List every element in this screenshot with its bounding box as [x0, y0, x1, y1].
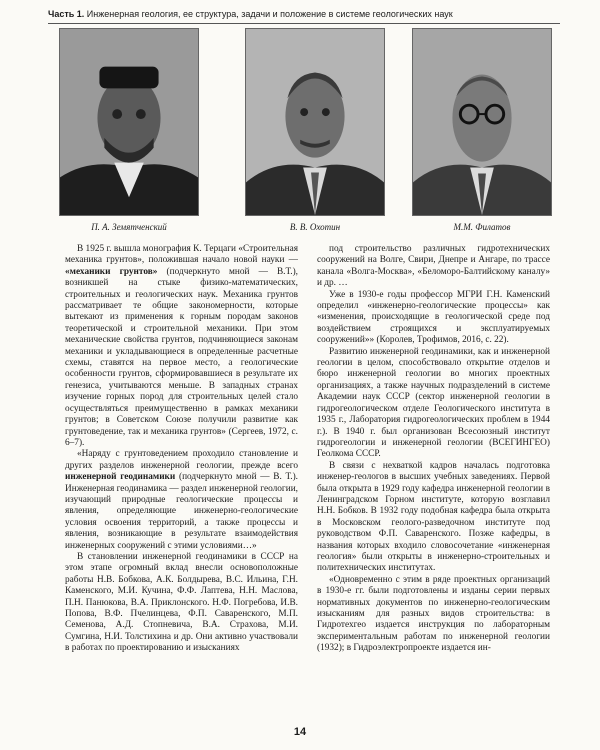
paragraph — [65, 244, 298, 449]
paragraph — [65, 552, 298, 655]
paragraph — [317, 347, 550, 461]
text-run: (подчеркнуто мной — В.Т.), возникшей на стыке физико-математических, строительных и геологических наук. Механика грунтов рассматривает те общие закономерности, которые вытекают из применения к горным породам законов теоретической и строительной механики. При этом механические свойства грунтов, подчиняющиеся законам механики и укладывающиеся в определенные расчетные схемы, ставятся на первое место, а геологические особенности грунтов, сформировавшиеся в результате их генезиса, учитываются меньше. В западных странах изучение горных пород для строительных целей стало осуществляться преимущественно в рамках механики грунтов; в Советском Союзе получили развитие как грунтоведение, так и механика грунтов» (Сергеев, 1972, с. 6–7). — [65, 266, 298, 448]
running-header — [48, 6, 560, 22]
paragraph — [317, 244, 550, 290]
header-title: Инженерная геология, ее структура, задачи и положение в системе геологических наук — [86, 9, 453, 19]
text-run: «Наряду с грунтоведением проходило становление и других разделов инженерной геологии, прежде всего — [65, 449, 298, 471]
portrait-photo-okhotin — [245, 28, 385, 216]
page-number: 14 — [293, 726, 307, 738]
left-text-column — [65, 244, 298, 722]
paragraph — [317, 461, 550, 575]
paragraph — [317, 290, 550, 347]
paragraph — [317, 575, 550, 655]
portrait-photo-filatov — [412, 28, 552, 216]
portrait-caption-2: В. В. Охотин — [289, 222, 341, 232]
text-run: В 1925 г. вышла монография К. Терцаги «Строительная механика грунтов», положившая начало новой науки — — [65, 244, 298, 266]
text-run: В связи с нехваткой кадров началась подготовка инженер-геологов в высших учебных заведениях. Первой была открыта в 1929 году кафедра инженерной геологии в Ленинградском Горном институте, которую возглавил Н.Н. Бобков. В 1932 году подобная кафедра была открыта в Московском геолого-разведочном институте под руководством Ф.П. Саваренского. Позже кафедры, в названия которых входило словосочетание «инженерная геология» были открыты в инженерно-строительных и политехнических институтах. — [317, 460, 550, 574]
part-label: Часть 1. — [48, 9, 85, 19]
paragraph — [65, 449, 298, 552]
portrait-caption-1: П. А. Земятченский — [91, 222, 167, 232]
bold-term: «механики грунтов» — [65, 266, 158, 277]
portrait-photo-zemyatchensky — [59, 28, 199, 216]
bold-term: инженерной геодинамики — [65, 472, 176, 483]
text-run: (подчеркнуто мной — В. Т.). Инженерная геодинамика — раздел инженерной геологии, изучающий природные геологические процессы и явления, определяющие инженерно-геологические условия освоения территорий, а также процессы и явления, возникающие в результате взаимодействия инженерных сооружений с этими условиями…» — [65, 472, 298, 551]
portrait-caption-3: М.М. Филатов — [453, 222, 511, 232]
header-rule — [48, 23, 560, 24]
text-run: «Одновременно с этим в ряде проектных организаций в 1930-е гг. были подготовлены и изданы серии первых нормативных документов по инженерно-геологическим изысканиям для разных видов строительства: в Гидротехгео издается инструкция по лабораторным экспериментальным работам по инженерной геологии (1932); в Гидроэлектропроекте издается ин- — [317, 574, 550, 654]
text-run: В становлении инженерной геодинамики в СССР на этом этапе огромный вклад внесли основоположные работы Н.В. Бобкова, А.К. Болдырева, В.С. Ильина, Г.Н. Каменского, М.И. Кучина, Ф.Ф. Лаптева, Н.Н. Маслова, П.Н. Панюкова, В.А. Приклонского. Н.Ф. Погребова, И.В. Попова, В.Ф. Пчелинцева, Ф.П. Саваренского, М.П. Семенова, А.Д. Стопневича, В.А. Страхова, М.И. Сумгина, Н.И. Толстихина и др. Они активно участвовали в работах по проектированию и изысканиях — [65, 551, 298, 654]
text-run: под строительство различных гидротехнических сооружений на Волге, Свири, Днепре и Ангаре, по трассе канала «Волга-Москва», «Беломоро-Балтийскому каналу» и др. … — [317, 244, 550, 289]
text-run: Развитию инженерной геодинамики, как и инженерной геологии в целом, способствовало открытие отделов и бюро инженерной геологии во многих проектных организациях, а также научных подразделений в системе Академии наук СССР (сектор инженерной геологии в гидрогеологическом отделе Геологического института в 1935 г., Лаборатория гидрогеологических проблем в 1944 г.). В 1940 г. был организован Всесоюзный институт гидрогеологии и инженерной геологии (ВСЕГИНГЕО) Геолкома СССР. — [317, 346, 550, 460]
right-text-column — [317, 244, 550, 722]
text-run: Уже в 1930-е годы профессор МГРИ Г.Н. Каменский определил «инженерно-геологические процессы» как «изменения, происходящие в геологической среде под воздействием строящихся и эксплуатируемых сооружений»» (Королев, Трофимов, 2016, с. 22). — [317, 289, 550, 346]
